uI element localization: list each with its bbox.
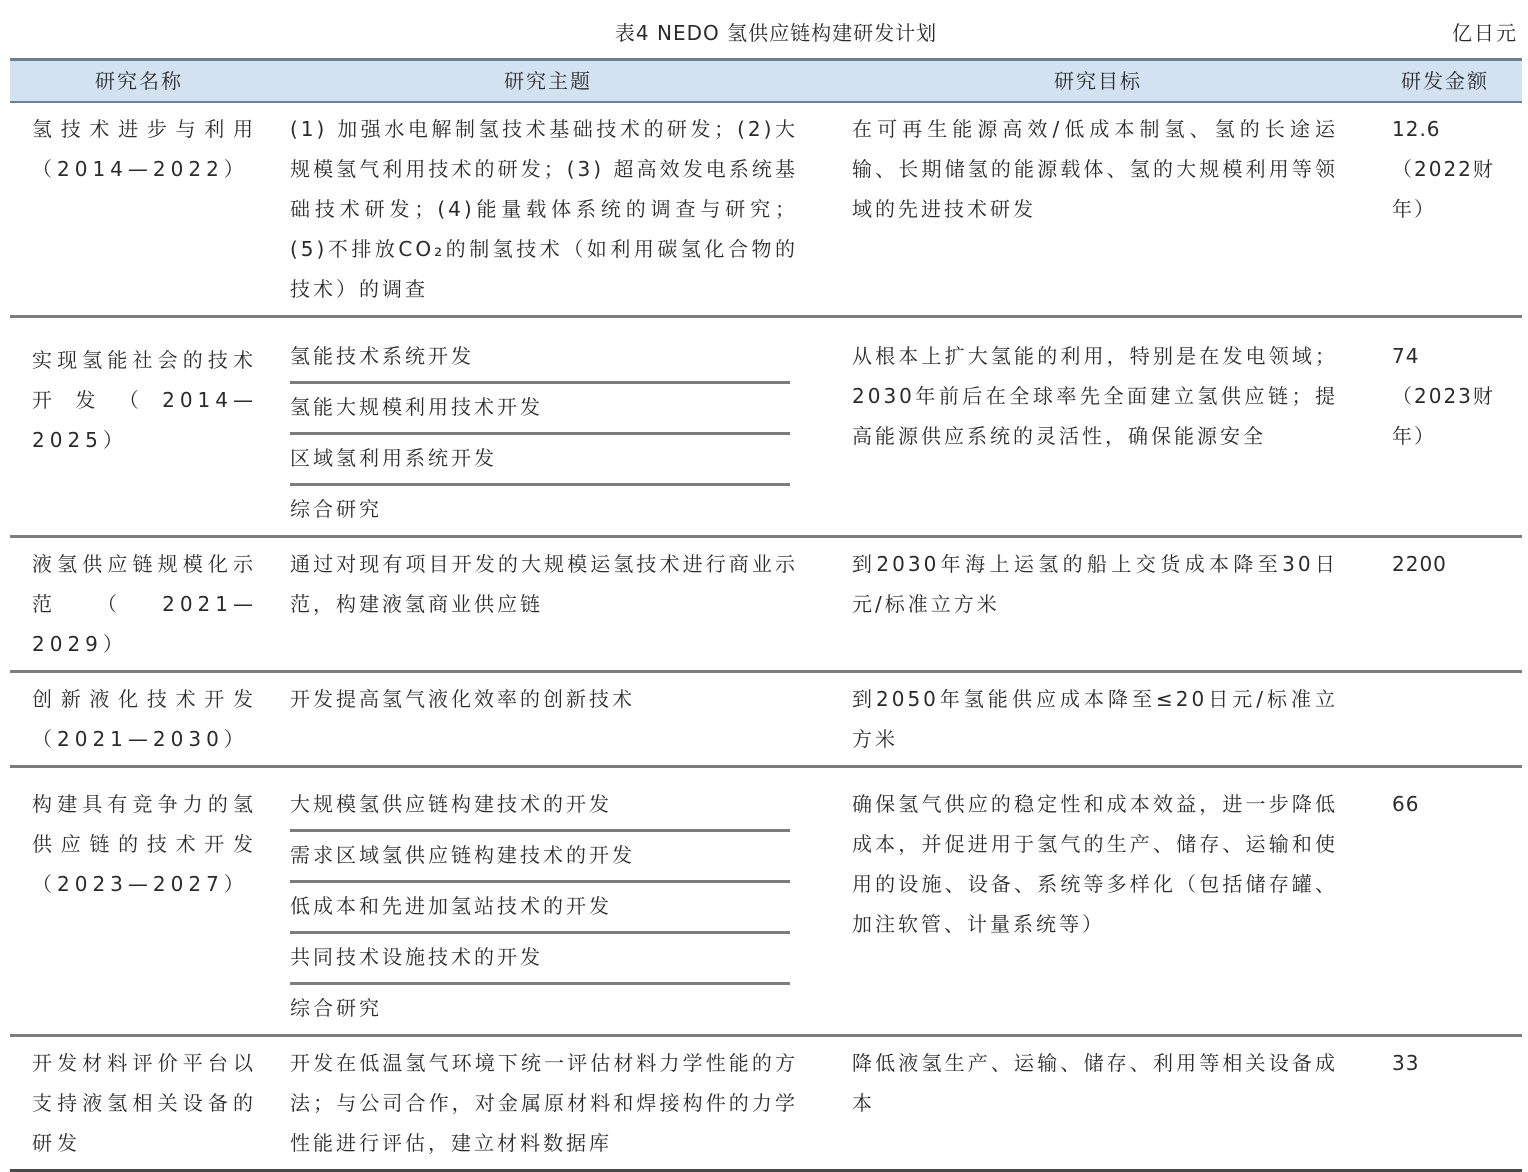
research-amount bbox=[1368, 672, 1522, 767]
research-goal: 到2050年氢能供应成本降至≤20日元/标准立方米 bbox=[828, 672, 1368, 767]
research-amount: 2200 bbox=[1368, 537, 1522, 672]
amount-value: 74 bbox=[1392, 344, 1420, 368]
research-amount bbox=[1368, 102, 1522, 317]
research-goal: 降低液氢生产、运输、储存、利用等相关设备成本 bbox=[828, 1036, 1368, 1171]
header-topic: 研究主题 bbox=[268, 60, 828, 103]
topic-item: 综合研究 bbox=[290, 996, 382, 1020]
research-topic: 通过对现有项目开发的大规模运氢技术进行商业示范，构建液氢商业供应链 bbox=[268, 537, 828, 672]
table-row bbox=[10, 767, 1522, 1036]
topic-item: 综合研究 bbox=[290, 497, 382, 521]
topic-item: 共同技术设施技术的开发 bbox=[290, 934, 790, 985]
research-goal: 从根本上扩大氢能的利用，特别是在发电领域；2030年前后在全球率先全面建立氢供应链；提高能源供应系统的灵活性，确保能源安全 bbox=[828, 317, 1368, 537]
research-goal: 确保氢气供应的稳定性和成本效益，进一步降低成本，并促进用于氢气的生产、储存、运输和使用的设施、设备、系统等多样化（包括储存罐、加注软管、计量系统等） bbox=[828, 767, 1368, 1036]
header-row bbox=[10, 60, 1522, 103]
table-title: 表4 NEDO 氢供应链构建研发计划 bbox=[614, 21, 938, 45]
table-row bbox=[10, 102, 1522, 317]
table-caption bbox=[0, 18, 1528, 48]
table-unit: 亿日元 bbox=[1452, 21, 1518, 45]
research-topic: (1) 加强水电解制氢技术基础技术的研发；(2)大规模氢气利用技术的研发；(3) 超高效发电系统基础技术研发；(4)能量载体系统的调查与研究；(5)不排放CO₂的制氢技术（如利用碳氢化合物的技术）的调查 bbox=[268, 102, 828, 317]
research-goal: 到2030年海上运氢的船上交货成本降至30日元/标准立方米 bbox=[828, 537, 1368, 672]
research-name: 液氢供应链规模化示范（2021—2029） bbox=[10, 537, 268, 672]
research-goal: 在可再生能源高效/低成本制氢、氢的长途运输、长期储氢的能源载体、氢的大规模利用等领域的先进技术研发 bbox=[828, 102, 1368, 317]
rd-plan-table bbox=[10, 58, 1522, 1172]
amount-value: 12.6 bbox=[1392, 117, 1441, 141]
research-name: 实现氢能社会的技术开发（2014—2025） bbox=[10, 317, 268, 537]
topic-item: 氢能大规模利用技术开发 bbox=[290, 384, 790, 435]
topic-item: 大规模氢供应链构建技术的开发 bbox=[290, 784, 790, 832]
header-amount: 研发金额 bbox=[1368, 60, 1522, 103]
topic-item: 区域氢利用系统开发 bbox=[290, 435, 790, 486]
table-row bbox=[10, 672, 1522, 767]
topic-item: 低成本和先进加氢站技术的开发 bbox=[290, 883, 790, 934]
topic-item: 氢能技术系统开发 bbox=[290, 336, 790, 384]
research-name: 开发材料评价平台以支持液氢相关设备的研发 bbox=[10, 1036, 268, 1171]
research-topic-list bbox=[268, 767, 828, 1036]
table-row bbox=[10, 537, 1522, 672]
topic-item: 需求区域氢供应链构建技术的开发 bbox=[290, 832, 790, 883]
amount-note: （2023财年） bbox=[1392, 384, 1495, 448]
research-topic-list bbox=[268, 317, 828, 537]
research-name: 构建具有竞争力的氢供应链的技术开发（2023—2027） bbox=[10, 767, 268, 1036]
research-name: 创新液化技术开发（2021—2030） bbox=[10, 672, 268, 767]
research-topic: 开发在低温氢气环境下统一评估材料力学性能的方法；与公司合作，对金属原材料和焊接构件的力学性能进行评估，建立材料数据库 bbox=[268, 1036, 828, 1171]
research-amount bbox=[1368, 317, 1522, 537]
table-row bbox=[10, 1036, 1522, 1171]
research-topic: 开发提高氢气液化效率的创新技术 bbox=[268, 672, 828, 767]
table-row bbox=[10, 317, 1522, 537]
header-name: 研究名称 bbox=[10, 60, 268, 103]
research-name: 氢技术进步与利用（2014—2022） bbox=[10, 102, 268, 317]
research-amount: 33 bbox=[1368, 1036, 1522, 1171]
header-goal: 研究目标 bbox=[828, 60, 1368, 103]
amount-note: （2022财年） bbox=[1392, 157, 1495, 221]
research-amount: 66 bbox=[1368, 767, 1522, 1036]
